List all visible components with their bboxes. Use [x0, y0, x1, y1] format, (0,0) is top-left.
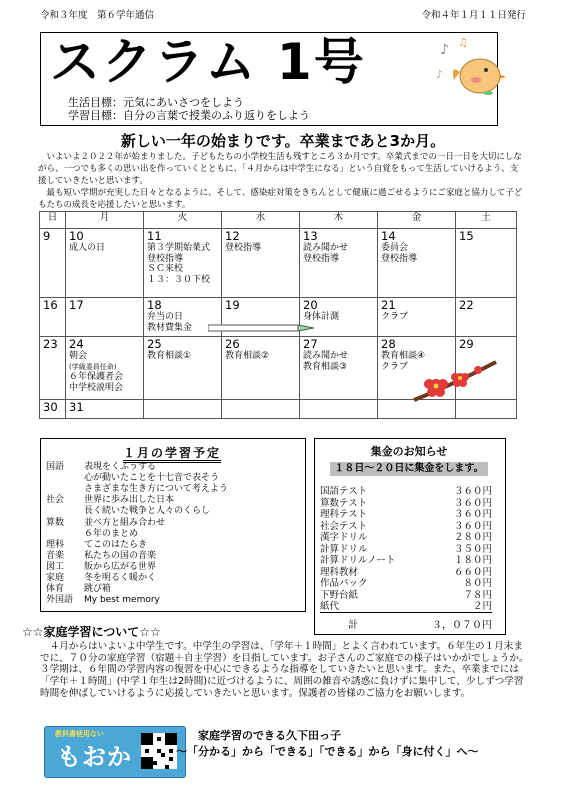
calendar-date-number: 13	[303, 229, 318, 243]
pencil-icon	[208, 322, 318, 334]
logo-top-text: 教科書使用ない	[55, 730, 104, 738]
life-goal: 生活目標：元気にあいさつをしよう	[68, 96, 244, 109]
study-topic: てこのはたらき	[84, 539, 148, 550]
newsletter-title: スクラム 1号	[50, 33, 366, 91]
qr-code-icon	[141, 733, 177, 769]
calendar-weekday-header: 土	[456, 212, 517, 229]
fee-item-amount: ３６０円	[453, 486, 492, 497]
calendar-event: 教材費集金	[147, 322, 193, 333]
study-schedule-row	[46, 595, 160, 606]
fee-item-row	[320, 590, 492, 602]
study-topic: ６年のまとめ	[84, 528, 139, 539]
calendar-day-cell	[144, 337, 222, 400]
calendar-date-number: 17	[69, 298, 84, 312]
calendar-event: 登校指導	[225, 243, 262, 253]
fee-item-amount: １８０円	[453, 555, 492, 566]
study-schedule-row	[46, 584, 111, 595]
study-topic: 並べ方と組み合わせ	[84, 517, 166, 528]
calendar-date-number: 23	[43, 337, 58, 351]
logo-main-text: もおか	[57, 743, 132, 771]
study-schedule-row	[46, 506, 210, 517]
calendar-date-number: 18	[147, 298, 162, 312]
calendar-event: ６年保護者会	[69, 372, 124, 382]
calendar-event: 読み聞かせ	[303, 351, 349, 361]
study-topic: さまざまな生き方について考えよう	[84, 484, 228, 495]
slogan-line-2: ～「分かる」から「できる」「できる」から「身に付く」へ～	[176, 745, 479, 758]
calendar-event: クラブ	[381, 312, 409, 322]
calendar-event: 委員会	[381, 243, 409, 253]
study-schedule-row	[46, 484, 228, 495]
fee-item-name: 国語テスト	[320, 486, 368, 497]
fee-item-row	[320, 532, 492, 544]
calendar-event: 身体計測	[303, 312, 340, 322]
calendar-day-cell	[144, 400, 222, 419]
svg-text:♪: ♪	[436, 68, 444, 81]
calendar-date-number: 22	[459, 298, 474, 312]
calendar-event: 弁当の日	[147, 312, 184, 322]
study-goal: 学習目標：自分の言葉で授業のふり返りをしよう	[68, 109, 310, 122]
fee-item-amount: ６６０円	[453, 566, 492, 578]
fee-item-name: 紙代	[320, 601, 340, 612]
calendar-day-cell	[40, 229, 66, 298]
calendar-date-number: 12	[225, 229, 240, 243]
calendar-date-number: 11	[147, 229, 162, 243]
study-topic: 世界に歩み出した日本	[84, 495, 175, 506]
calendar-date-number: 15	[459, 229, 474, 243]
issue-year-label: 令和３年度 第６学年通信	[40, 10, 155, 21]
subject-name: 体育	[46, 584, 65, 595]
calendar-date-number: 14	[381, 229, 396, 243]
calendar-week-row	[40, 229, 517, 298]
subject-name: 理科	[46, 539, 65, 550]
calendar-weekday-header: 月	[66, 212, 144, 229]
fee-item-row	[320, 509, 492, 521]
fee-item-row	[320, 521, 492, 533]
fee-notice-title: 集金のお知らせ	[370, 445, 448, 458]
fee-item-name: 作品バック	[320, 578, 368, 589]
calendar-day-cell	[66, 400, 144, 419]
calendar-date-number: 16	[43, 298, 58, 312]
fee-item-row	[320, 601, 492, 613]
study-topic: 長く続いた戦争と人々のくらし	[84, 506, 211, 517]
fee-item-name: 計算ドリル	[320, 543, 368, 555]
fee-item-row	[320, 486, 492, 498]
svg-text:♫: ♫	[458, 36, 468, 49]
subject-name: 社会	[46, 495, 65, 506]
calendar-day-cell	[144, 229, 222, 298]
calendar-date-number: 20	[303, 298, 318, 312]
fee-item-name: 社会テスト	[320, 520, 368, 532]
fee-notice-dates: １８日～２０日に集金をします。	[330, 462, 488, 476]
study-topic: 跳び箱	[84, 584, 112, 595]
calendar-event: 第３学期始業式	[147, 243, 211, 253]
calendar-day-cell	[66, 298, 144, 337]
calendar-event: １３：３０下校	[147, 274, 211, 285]
home-study-title: ☆☆家庭学習について☆☆	[22, 625, 161, 639]
calendar-day-cell	[40, 400, 66, 419]
calendar-date-number: 28	[381, 337, 396, 351]
fee-item-row	[320, 578, 492, 590]
fee-item-amount: ８０円	[463, 578, 492, 589]
calendar-date-number: 26	[225, 337, 240, 351]
fee-item-row	[320, 498, 492, 510]
calendar-event: 中学校説明会	[69, 382, 124, 393]
fee-item-name: 下野台紙	[320, 589, 359, 601]
calendar-day-cell	[40, 337, 66, 400]
calendar-event: 登校指導	[147, 253, 184, 264]
calendar-event: 成人の日	[69, 243, 106, 253]
calendar-day-cell	[456, 229, 517, 298]
calendar-day-cell	[222, 229, 300, 298]
calendar-event: 登校指導	[303, 253, 340, 264]
calendar-date-number: 10	[69, 229, 84, 243]
calendar-event: 朝会	[69, 351, 88, 361]
bird-music-illustration	[436, 36, 506, 102]
fee-item-name: 理科教材	[320, 566, 359, 578]
calendar-event: 読み聞かせ	[303, 243, 349, 253]
total-divider	[320, 612, 492, 613]
fee-item-amount: ２円	[472, 601, 492, 612]
fee-item-row	[320, 544, 492, 556]
city-logo	[44, 726, 186, 778]
calendar-day-cell	[222, 337, 300, 400]
calendar-day-cell	[222, 400, 300, 419]
study-topic: 表現をくふうする	[84, 462, 157, 472]
svg-text:♪: ♪	[440, 42, 449, 58]
fee-item-amount: ２８０円	[453, 532, 492, 543]
study-topic: 版から広がる世界	[84, 561, 157, 572]
fee-item-amount: ３６０円	[453, 509, 492, 520]
headline: 新しい一年の始まりです。卒業まであと3か月。	[120, 132, 446, 150]
study-topic: My best memory	[84, 595, 160, 606]
home-study-paragraph: ４月からはいよいよ中学生です。中学生の学習は、「学年＋１時間」とよく言われています。６年生の１月末までに、７０分の家庭学習（宿題＋自主学習）を目指しています。お子さんのご家庭での様子はいかがでしょうか。３学期は、６年間の学習内容の復習を中心にできるような指導をしていきたいと思います。また、卒業までには「学年＋１時間」(中学１年生は2時間)に近づけるように、周囲の雑音や誘惑に負けずに集中して、少しずつ学習時間を伸ばしていけるように応援していきたいと思います。保護者の皆様のご協力をお願いします。	[40, 641, 529, 699]
study-schedule-title: １月の学習予定	[40, 444, 304, 461]
calendar-event: 登校指導	[381, 253, 418, 264]
intro-paragraph: いよいよ２０２２年が始まりました。子どもたちの小学校生活も残すところ３か月です。卒業式までの一日一日を大切にしながら、一つでも多くの思い出を作っていくとともに、「４月からは中学生になる」という自覚をもって生活していけるよう、支援していきたいと思います。 最も短い学期が充実した日々となるように、そして、感染症対策をきちんとして健康に過ごせるようにご家庭と協力して子どもたちの成長を応援したいと思います。	[38, 152, 523, 210]
fee-item-amount: ３５０円	[453, 543, 492, 555]
study-schedule-row	[46, 551, 156, 562]
fee-item-amount: ３６０円	[453, 497, 492, 509]
calendar-day-cell	[378, 229, 456, 298]
fee-item-row	[320, 567, 492, 579]
issue-date-label: 令和４年１月１１日発行	[421, 10, 526, 21]
calendar-day-cell	[40, 298, 66, 337]
subject-name: 外国語	[46, 595, 74, 606]
calendar-date-number: 9	[43, 229, 51, 243]
calendar-day-cell	[456, 298, 517, 337]
calendar-event: クラブ	[381, 361, 409, 372]
calendar-event: 教育相談①	[147, 351, 192, 361]
subject-name: 図工	[46, 561, 65, 572]
study-schedule-row	[46, 495, 174, 506]
fee-total-label: 計	[348, 620, 358, 631]
fee-item-name: 計算ドリルノート	[320, 555, 396, 566]
calendar-date-number: 31	[69, 400, 84, 414]
slogan-line-1: 家庭学習のできる久下田っ子	[198, 729, 341, 742]
study-schedule-row	[46, 540, 147, 551]
calendar-weekday-header: 火	[144, 212, 222, 229]
study-schedule-row	[46, 562, 156, 573]
calendar-date-number: 29	[459, 337, 474, 351]
calendar-weekday-header: 日	[40, 212, 66, 229]
study-schedule-row	[46, 518, 165, 529]
fee-item-name: 算数テスト	[320, 497, 368, 509]
study-schedule-row	[46, 473, 219, 484]
calendar-date-number: 27	[303, 337, 318, 351]
calendar-day-cell	[378, 298, 456, 337]
calendar-event: (学級委員任命)	[69, 362, 117, 371]
calendar-weekday-header: 木	[300, 212, 378, 229]
fee-item-amount: ３６０円	[453, 520, 492, 532]
study-schedule-row	[46, 529, 138, 540]
calendar-event: 教育相談③	[303, 361, 348, 372]
calendar-day-cell	[66, 229, 144, 298]
plum-blossom-illustration	[410, 356, 500, 408]
study-topic: 冬を明るく暖かく	[84, 573, 157, 583]
fee-item-row	[320, 555, 492, 567]
calendar-event: ＳＣ来校	[147, 264, 184, 274]
fee-item-name: 理科テスト	[320, 509, 368, 520]
study-topic: 私たちの国の音楽	[84, 550, 157, 561]
calendar-date-number: 25	[147, 337, 162, 351]
calendar-weekday-header: 金	[378, 212, 456, 229]
calendar-weekday-header: 水	[222, 212, 300, 229]
calendar-day-cell	[300, 337, 378, 400]
calendar-event: 教育相談④	[381, 351, 426, 361]
study-schedule-row	[46, 573, 156, 584]
calendar-event: 教育相談②	[225, 351, 270, 361]
study-schedule-row	[46, 462, 156, 473]
fee-total-amount: ３，０７０円	[432, 620, 492, 631]
fee-item-amount: ７８円	[463, 589, 492, 601]
fee-total-row	[320, 616, 492, 631]
calendar-day-cell	[66, 337, 144, 400]
subject-name: 国語	[46, 462, 65, 472]
fee-item-name: 漢字ドリル	[320, 532, 368, 543]
subject-name: 家庭	[46, 573, 65, 583]
calendar-day-cell	[300, 229, 378, 298]
calendar-day-cell	[300, 400, 378, 419]
study-topic: 心が動いたことを十七音で表そう	[84, 473, 220, 484]
calendar-date-number: 30	[43, 400, 58, 414]
subject-name: 音楽	[46, 550, 65, 561]
calendar-date-number: 24	[69, 337, 84, 351]
subject-name: 算数	[46, 517, 65, 528]
calendar-date-number: 21	[381, 298, 396, 312]
calendar-date-number: 19	[225, 298, 240, 312]
